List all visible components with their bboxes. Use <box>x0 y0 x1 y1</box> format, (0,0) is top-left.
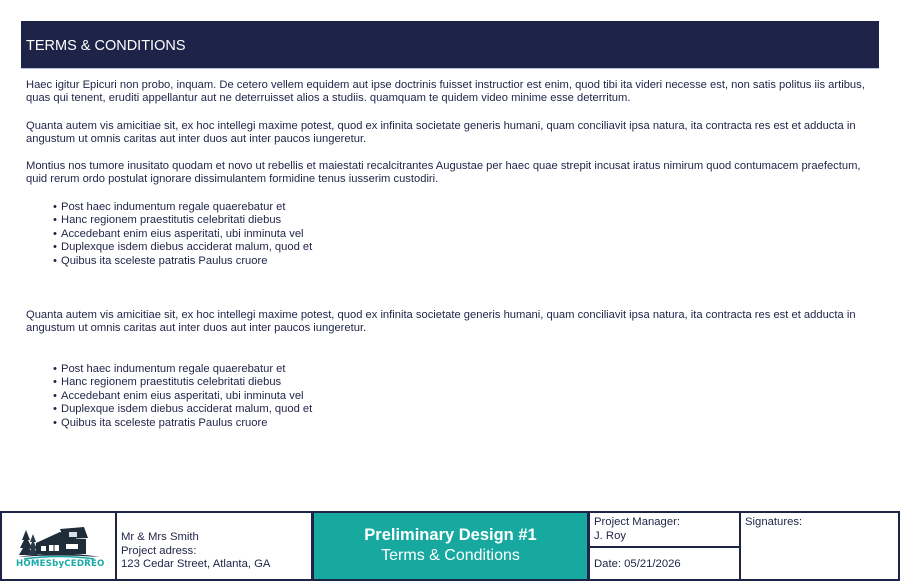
project-manager-name: J. Roy <box>594 530 627 542</box>
paragraph-1: Haec igitur Epicuri non probo, inquam. De cetero vellem equidem aut ipse doctrinis fuisset instructior est enim, quod tibi ita videri necesse est, non satis politus iis artibus, quas qui tenent, eruditi appellantur aut ne deterruisset alios a studiis. quamquam te quidem video minime esse deterritum. <box>26 79 865 105</box>
bullet-list-1 <box>53 201 312 268</box>
list-item: • Quibus ita sceleste patratis Paulus cruore <box>53 416 268 429</box>
paragraph-3: Montius nos tumore inusitato quodam et novo ut rebellis et maiestati recalcitrantes Augustae per haec quae strepit incusat iratus nimirum quod contumacem praefectum, quid rerum ordo postulat ignorare dissimulantem formidine tenus iusserim custodiri. <box>26 160 861 186</box>
section-title: TERMS & CONDITIONS <box>26 38 186 54</box>
list-item: • Hanc regionem praestitutis celebritati diebus <box>53 376 282 389</box>
client-name: Mr & Mrs Smith <box>121 531 199 543</box>
bullet-icon: • <box>53 376 57 389</box>
list-item: • Accedebant enim eius asperitati, ubi inminuta vel <box>53 389 304 402</box>
bullet-icon: • <box>53 416 57 429</box>
list-item: • Quibus ita sceleste patratis Paulus cruore <box>53 254 268 267</box>
bullet-list-2 <box>53 363 312 430</box>
list-item: • Accedebant enim eius asperitati, ubi inminuta vel <box>53 227 304 240</box>
list-item: • Duplexque isdem diebus acciderat malum, quod et <box>53 241 313 254</box>
client-cell <box>115 511 313 581</box>
list-item: • Post haec indumentum regale quaerebatur et <box>53 201 286 213</box>
logo-text: HOMESbyCEDREO <box>16 559 105 569</box>
logo-cell <box>0 511 117 581</box>
title-cell <box>312 511 589 581</box>
design-title: Preliminary Design #1 <box>364 526 537 544</box>
bullet-icon: • <box>53 241 57 254</box>
project-address: 123 Cedar Street, Atlanta, GA <box>121 558 271 570</box>
house-logo-icon <box>16 526 102 560</box>
date-cell <box>588 546 741 581</box>
bullet-icon: • <box>53 227 57 240</box>
address-label: Project adress: <box>121 544 197 557</box>
section-header <box>21 21 879 69</box>
bullet-icon: • <box>53 389 57 402</box>
company-logo <box>16 526 105 574</box>
design-subtitle: Terms & Conditions <box>381 547 520 564</box>
bullet-icon: • <box>53 254 57 267</box>
paragraph-4: Quanta autem vis amicitiae sit, ex hoc intellegi maxime potest, quod ex infinita societate generis humani, quam conciliavit ipsa natura, ita contracta res est et adducta in angustum ut omnis caritas aut inter duos aut inter paucos iungeretur. <box>26 309 856 335</box>
bullet-icon: • <box>53 201 57 213</box>
bullet-icon: • <box>53 214 57 227</box>
bullet-icon: • <box>53 403 57 416</box>
project-date: Date: 05/21/2026 <box>594 558 681 570</box>
paragraph-2: Quanta autem vis amicitiae sit, ex hoc intellegi maxime potest, quod ex infinita societate generis humani, quam conciliavit ipsa natura, ita contracta res est et adducta in angustum ut omnis caritas aut inter duos aut inter paucos iungeretur. <box>26 120 856 146</box>
signatures-cell <box>739 511 900 581</box>
list-item: • Hanc regionem praestitutis celebritati diebus <box>53 214 282 227</box>
list-item: • Post haec indumentum regale quaerebatur et <box>53 363 286 375</box>
signatures-label: Signatures: <box>745 516 803 528</box>
bullet-icon: • <box>53 363 57 375</box>
project-manager-label: Project Manager: <box>594 516 681 528</box>
title-block <box>0 511 900 581</box>
list-item: • Duplexque isdem diebus acciderat malum, quod et <box>53 403 313 416</box>
project-manager-cell <box>588 511 741 548</box>
